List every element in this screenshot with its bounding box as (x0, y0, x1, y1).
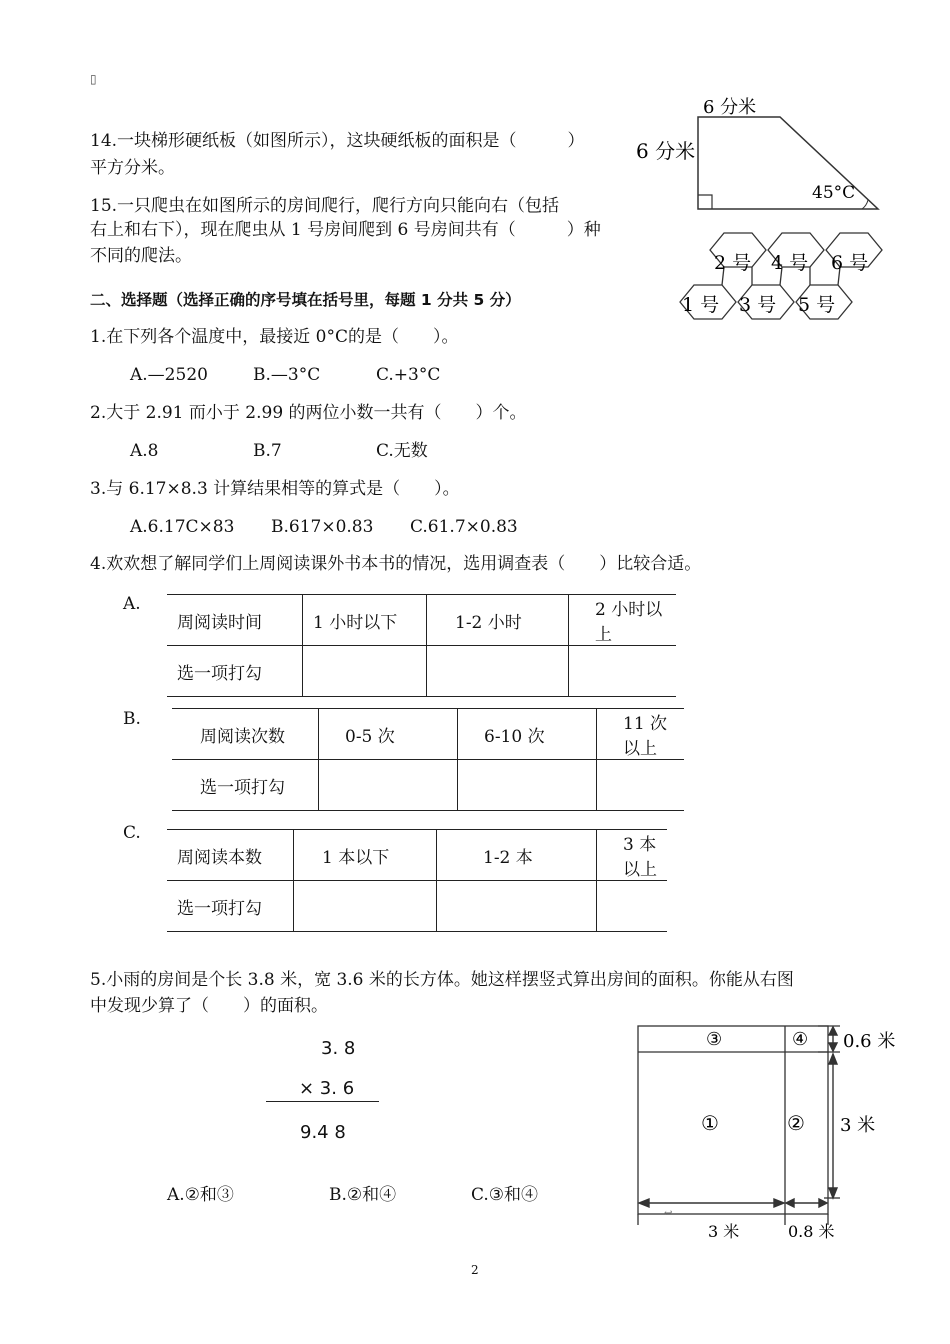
table-b-row-label: 选一项打勾 (172, 760, 319, 811)
mc2-question: 2.大于 2.91 而小于 2.99 的两位小数一共有（ ）个。 (90, 403, 527, 423)
room-5: 5 号 (798, 294, 836, 316)
small-mark: ↩ (664, 1208, 673, 1219)
q5-line2: 中发现少算了（ ）的面积。 (90, 996, 328, 1016)
top-mark: ▯ (90, 72, 97, 86)
mc1-question: 1.在下列各个温度中，最接近 0°C的是（ ）。 (90, 327, 459, 347)
trapezoid-left-label: 6 分米 (636, 139, 696, 163)
table-a-header-0: 周阅读时间 (167, 595, 303, 646)
table-a-header-2: 1-2 小时 (427, 595, 569, 646)
q5-option-c: C.③和④ (471, 1185, 539, 1205)
table-b-header-1: 0-5 次 (319, 709, 458, 760)
mc3-question: 3.与 6.17×8.3 计算结果相等的算式是（ ）。 (90, 479, 460, 499)
mc3-option-b: B.617×0.83 (271, 517, 374, 537)
trapezoid-top-label: 6 分米 (703, 97, 757, 118)
mc3-option-a: A.6.17C×83 (130, 517, 235, 537)
table-a-check-3[interactable] (569, 646, 677, 697)
table-c-check-3[interactable] (597, 881, 668, 932)
calc-mult: × 3. 6 (299, 1078, 355, 1099)
q5-option-a: A.②和③ (167, 1185, 234, 1205)
region-4: ④ (792, 1029, 809, 1050)
q15-line2: 右上和右下），现在爬虫从 1 号房间爬到 6 号房间共有（ ）种 (90, 220, 601, 240)
q5-option-b: B.②和④ (329, 1185, 397, 1205)
trapezoid-figure (630, 92, 890, 217)
trapezoid-angle-label: 45°C (812, 183, 856, 203)
calc-line (266, 1101, 379, 1102)
section2-title: 二、选择题（选择正确的序号填在括号里，每题 1 分共 5 分） (90, 291, 521, 309)
table-a-header-3: 2 小时以上 (569, 595, 677, 646)
table-c-header-1: 1 本以下 (294, 830, 437, 881)
table-c-check-2[interactable] (437, 881, 597, 932)
table-a-label: A. (123, 594, 141, 614)
survey-table-c (167, 829, 667, 932)
survey-table-b (172, 708, 684, 811)
table-b-check-2[interactable] (458, 760, 597, 811)
region-2: ② (787, 1111, 805, 1135)
table-b-header-3: 11 次以上 (597, 709, 685, 760)
hex-rooms-figure (672, 225, 892, 335)
table-b-label: B. (123, 709, 141, 729)
table-b-check-3[interactable] (597, 760, 685, 811)
table-c-header-3: 3 本以上 (597, 830, 668, 881)
table-c-header-0: 周阅读本数 (167, 830, 294, 881)
room-3: 3 号 (739, 294, 777, 316)
mc2-option-c: C.无数 (376, 441, 428, 461)
calc-result: 9.4 8 (300, 1122, 346, 1143)
q5-line1: 5.小雨的房间是个长 3.8 米，宽 3.6 米的长方体。她这样摆竖式算出房间的面积。你能从右图 (90, 970, 794, 990)
mc1-option-a: A.—2520 (130, 365, 208, 385)
label-0-8m: 0.8 米 (788, 1222, 835, 1241)
label-0-6m: 0.6 米 (843, 1031, 896, 1052)
mc4-question: 4.欢欢想了解同学们上周阅读课外书本书的情况，选用调查表（ ）比较合适。 (90, 554, 702, 574)
region-1: ① (701, 1111, 719, 1135)
table-c-header-2: 1-2 本 (437, 830, 597, 881)
room-6: 6 号 (831, 252, 869, 274)
table-c-check-1[interactable] (294, 881, 437, 932)
table-c-label: C. (123, 823, 141, 843)
mc1-option-c: C.+3°C (376, 365, 441, 385)
room-1: 1 号 (682, 294, 720, 316)
room-diagram (628, 1018, 908, 1248)
table-c-row-label: 选一项打勾 (167, 881, 294, 932)
q15-line1: 15.一只爬虫在如图所示的房间爬行，爬行方向只能向右（包括 (90, 196, 560, 216)
mc2-option-a: A.8 (130, 441, 159, 461)
q14-line2: 平方分米。 (90, 158, 175, 178)
mc1-option-b: B.—3°C (253, 365, 321, 385)
mc2-option-b: B.7 (253, 441, 282, 461)
survey-table-a (167, 594, 676, 697)
table-a-row-label: 选一项打勾 (167, 646, 303, 697)
page-number: 2 (471, 1263, 479, 1277)
table-a-check-1[interactable] (303, 646, 427, 697)
q14-line1: 14.一块梯形硬纸板（如图所示），这块硬纸板的面积是（ ） (90, 131, 585, 151)
room-2: 2 号 (714, 252, 752, 274)
table-a-check-2[interactable] (427, 646, 569, 697)
table-a-header-1: 1 小时以下 (303, 595, 427, 646)
q15-line3: 不同的爬法。 (90, 246, 192, 266)
label-3m-right: 3 米 (840, 1115, 876, 1136)
table-b-header-2: 6-10 次 (458, 709, 597, 760)
mc3-option-c: C.61.7×0.83 (410, 517, 518, 537)
label-3m-bottom: 3 米 (708, 1222, 740, 1241)
table-b-check-1[interactable] (319, 760, 458, 811)
room-4: 4 号 (771, 252, 809, 274)
region-3: ③ (706, 1029, 723, 1050)
calc-top: 3. 8 (321, 1038, 356, 1059)
table-b-header-0: 周阅读次数 (172, 709, 319, 760)
